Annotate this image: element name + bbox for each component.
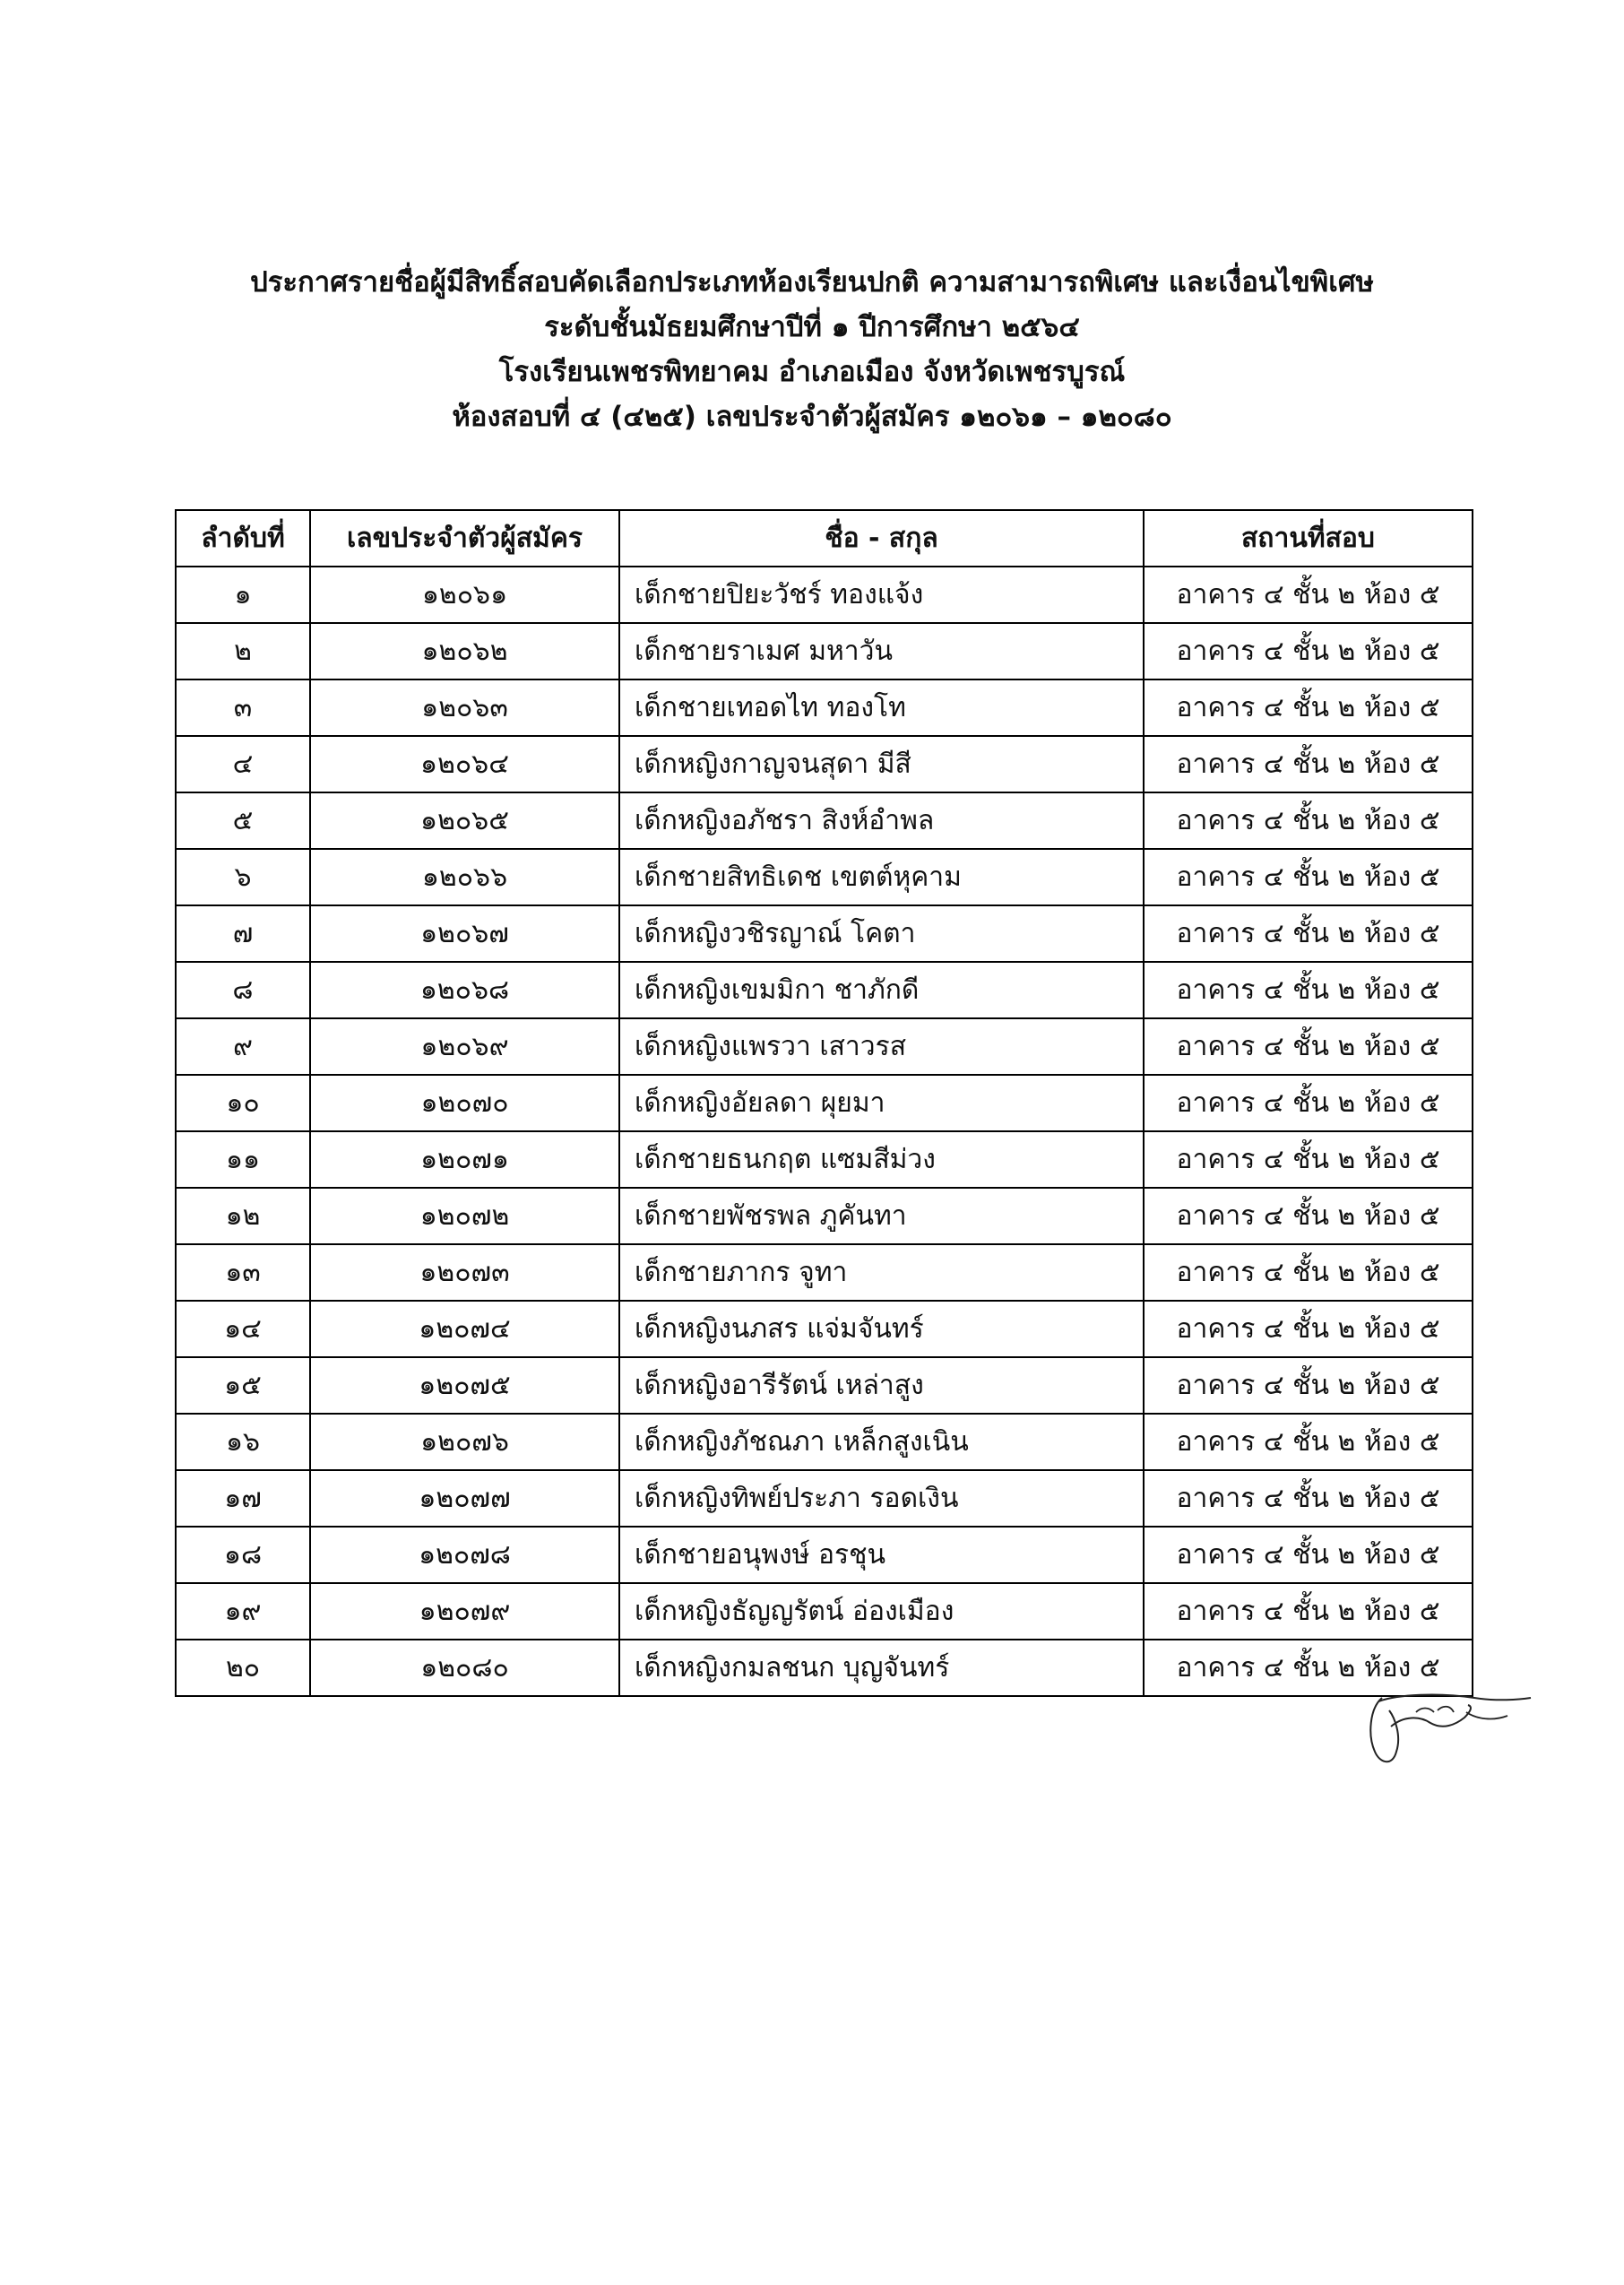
cell-name: เด็กหญิงอารีรัตน์ เหล่าสูง bbox=[619, 1357, 1144, 1414]
table-row bbox=[176, 1583, 1473, 1640]
header-order: ลำดับที่ bbox=[176, 510, 310, 567]
cell-order: ๑๖ bbox=[176, 1414, 310, 1470]
cell-exam-place: อาคาร ๔ ชั้น ๒ ห้อง ๕ bbox=[1144, 1018, 1473, 1075]
cell-exam-place: อาคาร ๔ ชั้น ๒ ห้อง ๕ bbox=[1144, 1244, 1473, 1301]
table-row bbox=[176, 1527, 1473, 1583]
cell-exam-place: อาคาร ๔ ชั้น ๒ ห้อง ๕ bbox=[1144, 1414, 1473, 1470]
cell-exam-place: อาคาร ๔ ชั้น ๒ ห้อง ๕ bbox=[1144, 1583, 1473, 1640]
cell-applicant-id: ๑๒๐๖๓ bbox=[310, 679, 619, 736]
table-row bbox=[176, 1470, 1473, 1527]
cell-name: เด็กหญิงกมลชนก บุญจันทร์ bbox=[619, 1640, 1144, 1696]
cell-order: ๓ bbox=[176, 679, 310, 736]
cell-exam-place: อาคาร ๔ ชั้น ๒ ห้อง ๕ bbox=[1144, 623, 1473, 679]
cell-applicant-id: ๑๒๐๖๒ bbox=[310, 623, 619, 679]
cell-exam-place: อาคาร ๔ ชั้น ๒ ห้อง ๕ bbox=[1144, 567, 1473, 623]
heading-title: ประกาศรายชื่อผู้มีสิทธิ์สอบคัดเลือกประเภทห้องเรียนปกติ ความสามารถพิเศษ และเงื่อนไขพิเศษ bbox=[250, 266, 1374, 299]
cell-exam-place: อาคาร ๔ ชั้น ๒ ห้อง ๕ bbox=[1144, 1527, 1473, 1583]
cell-order: ๙ bbox=[176, 1018, 310, 1075]
cell-exam-place: อาคาร ๔ ชั้น ๒ ห้อง ๕ bbox=[1144, 962, 1473, 1018]
table-row bbox=[176, 623, 1473, 679]
cell-name: เด็กหญิงนภสร แจ่มจันทร์ bbox=[619, 1301, 1144, 1357]
cell-order: ๒ bbox=[176, 623, 310, 679]
cell-order: ๑ bbox=[176, 567, 310, 623]
cell-applicant-id: ๑๒๐๖๗ bbox=[310, 905, 619, 962]
cell-order: ๑๒ bbox=[176, 1188, 310, 1244]
cell-applicant-id: ๑๒๐๗๖ bbox=[310, 1414, 619, 1470]
cell-order: ๑๗ bbox=[176, 1470, 310, 1527]
cell-order: ๑๙ bbox=[176, 1583, 310, 1640]
cell-name: เด็กหญิงอภัชรา สิงห์อำพล bbox=[619, 792, 1144, 849]
table-row bbox=[176, 792, 1473, 849]
table-row bbox=[176, 1075, 1473, 1131]
cell-order: ๑๑ bbox=[176, 1131, 310, 1188]
cell-order: ๑๓ bbox=[176, 1244, 310, 1301]
cell-order: ๗ bbox=[176, 905, 310, 962]
cell-name: เด็กหญิงธัญญรัตน์ อ่องเมือง bbox=[619, 1583, 1144, 1640]
cell-applicant-id: ๑๒๐๗๕ bbox=[310, 1357, 619, 1414]
cell-applicant-id: ๑๒๐๗๒ bbox=[310, 1188, 619, 1244]
cell-name: เด็กชายปิยะวัชร์ ทองแจ้ง bbox=[619, 567, 1144, 623]
cell-exam-place: อาคาร ๔ ชั้น ๒ ห้อง ๕ bbox=[1144, 849, 1473, 905]
header-name: ชื่อ - สกุล bbox=[619, 510, 1144, 567]
table-row bbox=[176, 1640, 1473, 1696]
cell-name: เด็กชายภากร จูทา bbox=[619, 1244, 1144, 1301]
cell-name: เด็กชายอนุพงษ์ อรชุน bbox=[619, 1527, 1144, 1583]
cell-exam-place: อาคาร ๔ ชั้น ๒ ห้อง ๕ bbox=[1144, 1301, 1473, 1357]
table-row bbox=[176, 1188, 1473, 1244]
cell-order: ๔ bbox=[176, 736, 310, 792]
cell-exam-place: อาคาร ๔ ชั้น ๒ ห้อง ๕ bbox=[1144, 1188, 1473, 1244]
cell-order: ๖ bbox=[176, 849, 310, 905]
table-row bbox=[176, 679, 1473, 736]
table-header-row bbox=[176, 510, 1473, 567]
cell-name: เด็กหญิงอัยลดา ผุยมา bbox=[619, 1075, 1144, 1131]
cell-name: เด็กชายเทอดไท ทองโท bbox=[619, 679, 1144, 736]
cell-applicant-id: ๑๒๐๗๗ bbox=[310, 1470, 619, 1527]
table-row bbox=[176, 1018, 1473, 1075]
cell-exam-place: อาคาร ๔ ชั้น ๒ ห้อง ๕ bbox=[1144, 1470, 1473, 1527]
cell-name: เด็กชายธนกฤต แซมสีม่วง bbox=[619, 1131, 1144, 1188]
cell-name: เด็กหญิงเขมมิกา ชาภักดี bbox=[619, 962, 1144, 1018]
cell-exam-place: อาคาร ๔ ชั้น ๒ ห้อง ๕ bbox=[1144, 905, 1473, 962]
cell-exam-place: อาคาร ๔ ชั้น ๒ ห้อง ๕ bbox=[1144, 679, 1473, 736]
header-exam-place: สถานที่สอบ bbox=[1144, 510, 1473, 567]
cell-exam-place: อาคาร ๔ ชั้น ๒ ห้อง ๕ bbox=[1144, 1131, 1473, 1188]
cell-applicant-id: ๑๒๐๗๓ bbox=[310, 1244, 619, 1301]
heading-school: โรงเรียนเพชรพิทยาคม อำเภอเมือง จังหวัดเพชรบูรณ์ bbox=[498, 356, 1126, 388]
cell-applicant-id: ๑๒๐๗๑ bbox=[310, 1131, 619, 1188]
table-row bbox=[176, 567, 1473, 623]
cell-order: ๘ bbox=[176, 962, 310, 1018]
heading-grade-year: ระดับชั้นมัธยมศึกษาปีที่ ๑ ปีการศึกษา ๒๕๖๔ bbox=[544, 311, 1080, 343]
cell-name: เด็กหญิงวชิรญาณ์ โคตา bbox=[619, 905, 1144, 962]
cell-order: ๑๔ bbox=[176, 1301, 310, 1357]
cell-name: เด็กชายพัชรพล ภูคันทา bbox=[619, 1188, 1144, 1244]
cell-name: เด็กหญิงภัชณภา เหล็กสูงเนิน bbox=[619, 1414, 1144, 1470]
cell-name: เด็กหญิงกาญจนสุดา มีสี bbox=[619, 736, 1144, 792]
cell-applicant-id: ๑๒๐๗๙ bbox=[310, 1583, 619, 1640]
handwritten-signature bbox=[1362, 1685, 1533, 1784]
table-row bbox=[176, 962, 1473, 1018]
table-row bbox=[176, 905, 1473, 962]
cell-applicant-id: ๑๒๐๘๐ bbox=[310, 1640, 619, 1696]
heading-exam-room: ห้องสอบที่ ๔ (๔๒๕) เลขประจำตัวผู้สมัคร ๑๒๐๖๑ – ๑๒๐๘๐ bbox=[452, 401, 1172, 433]
cell-order: ๑๘ bbox=[176, 1527, 310, 1583]
cell-name: เด็กหญิงแพรวา เสาวรส bbox=[619, 1018, 1144, 1075]
cell-name: เด็กหญิงทิพย์ประภา รอดเงิน bbox=[619, 1470, 1144, 1527]
cell-applicant-id: ๑๒๐๖๙ bbox=[310, 1018, 619, 1075]
cell-applicant-id: ๑๒๐๖๕ bbox=[310, 792, 619, 849]
cell-name: เด็กชายราเมศ มหาวัน bbox=[619, 623, 1144, 679]
table-row bbox=[176, 1131, 1473, 1188]
table-row bbox=[176, 1301, 1473, 1357]
table-row bbox=[176, 849, 1473, 905]
cell-order: ๒๐ bbox=[176, 1640, 310, 1696]
cell-order: ๕ bbox=[176, 792, 310, 849]
table-row bbox=[176, 1414, 1473, 1470]
cell-exam-place: อาคาร ๔ ชั้น ๒ ห้อง ๕ bbox=[1144, 1357, 1473, 1414]
announcement-heading bbox=[0, 260, 1624, 439]
cell-applicant-id: ๑๒๐๗๔ bbox=[310, 1301, 619, 1357]
header-applicant-id: เลขประจำตัวผู้สมัคร bbox=[310, 510, 619, 567]
cell-order: ๑๕ bbox=[176, 1357, 310, 1414]
table-row bbox=[176, 1244, 1473, 1301]
cell-exam-place: อาคาร ๔ ชั้น ๒ ห้อง ๕ bbox=[1144, 736, 1473, 792]
cell-applicant-id: ๑๒๐๖๔ bbox=[310, 736, 619, 792]
cell-applicant-id: ๑๒๐๗๘ bbox=[310, 1527, 619, 1583]
cell-name: เด็กชายสิทธิเดช เขตต์หุคาม bbox=[619, 849, 1144, 905]
cell-applicant-id: ๑๒๐๗๐ bbox=[310, 1075, 619, 1131]
table-row bbox=[176, 1357, 1473, 1414]
cell-applicant-id: ๑๒๐๖๘ bbox=[310, 962, 619, 1018]
applicant-table bbox=[175, 509, 1473, 1697]
cell-applicant-id: ๑๒๐๖๖ bbox=[310, 849, 619, 905]
cell-order: ๑๐ bbox=[176, 1075, 310, 1131]
cell-applicant-id: ๑๒๐๖๑ bbox=[310, 567, 619, 623]
cell-exam-place: อาคาร ๔ ชั้น ๒ ห้อง ๕ bbox=[1144, 792, 1473, 849]
applicant-table-body bbox=[176, 567, 1473, 1696]
cell-exam-place: อาคาร ๔ ชั้น ๒ ห้อง ๕ bbox=[1144, 1075, 1473, 1131]
table-row bbox=[176, 736, 1473, 792]
cell-exam-place: อาคาร ๔ ชั้น ๒ ห้อง ๕ bbox=[1144, 1640, 1473, 1696]
